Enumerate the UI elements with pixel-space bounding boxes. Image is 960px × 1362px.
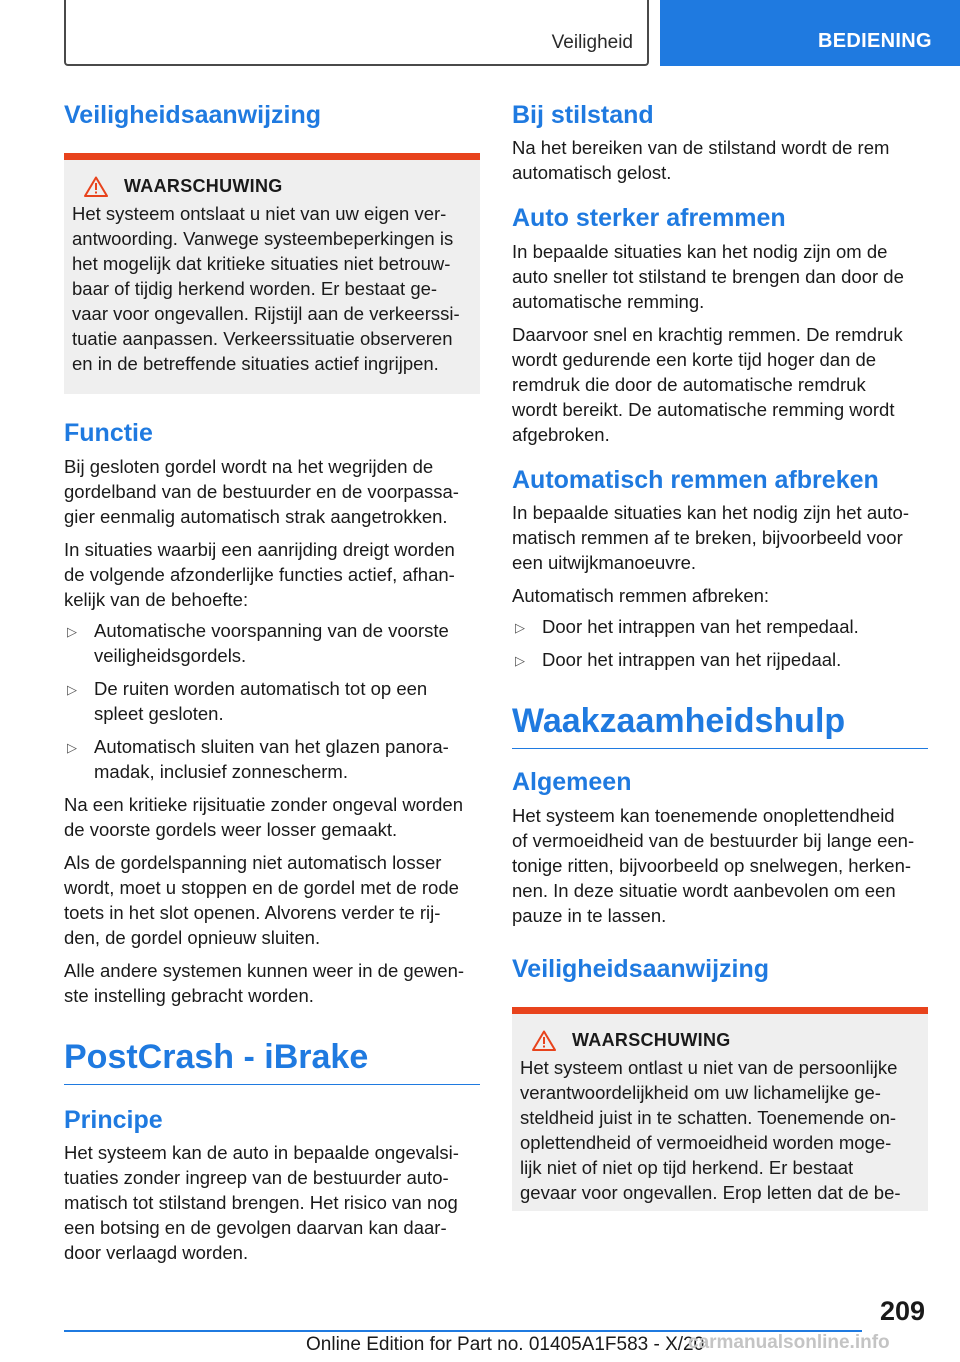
line: madak, inclusief zonnescherm. xyxy=(94,760,348,782)
warning-title xyxy=(84,176,472,197)
heading-stilstand: Bij stilstand xyxy=(512,101,654,129)
line: Als de gordelspanning niet automatisch losser xyxy=(64,851,442,873)
triangle-bullet-icon: ▷ xyxy=(67,681,77,697)
left-column xyxy=(64,100,480,1265)
line: In bepaalde situaties kan het nodig zijn om de xyxy=(512,240,888,262)
line: Automatisch sluiten van het glazen panora- xyxy=(94,735,449,757)
line: gordelband van de bestuurder en de voorpassa- xyxy=(64,480,459,502)
line: steldheid juist in te schatten. Toenemende on- xyxy=(520,1106,897,1128)
heading-postcrash: PostCrash - iBrake xyxy=(64,1036,480,1086)
line: Automatische voorspanning van de voorste xyxy=(94,619,449,641)
line: toets in het slot openen. Alvorens verder te rij- xyxy=(64,901,441,923)
warning-text xyxy=(72,201,472,376)
line: De ruiten worden automatisch tot op een xyxy=(94,677,428,699)
line: tuatie aanpassen. Verkeerssituatie observeren xyxy=(72,328,453,350)
line: Bij gesloten gordel wordt na het wegrijden de xyxy=(64,455,434,477)
line: In bepaalde situaties kan het nodig zijn het auto- xyxy=(512,501,910,523)
warning-title xyxy=(532,1030,920,1051)
line: baar of tijdig herkend worden. Er bestaat ge- xyxy=(72,278,438,300)
triangle-bullet-icon: ▷ xyxy=(67,739,77,755)
warning-box xyxy=(64,153,480,394)
line: matisch remmen af te breken, bijvoorbeeld voor xyxy=(512,526,903,548)
line: oplettendheid of vermoeidheid worden moge- xyxy=(520,1131,892,1153)
chapter-tab[interactable]: BEDIENING xyxy=(660,0,960,66)
line: In situaties waarbij een aanrijding dreigt worden xyxy=(64,538,455,560)
heading-functie: Functie xyxy=(64,419,153,448)
line: ste instelling gebracht worden. xyxy=(64,984,314,1006)
line: remdruk die door de automatische remdruk xyxy=(512,373,866,395)
paragraph xyxy=(512,322,928,447)
line: Het systeem ontlast u niet van de persoonlijke xyxy=(520,1056,898,1078)
list-item xyxy=(64,676,480,726)
warning-text xyxy=(520,1055,920,1205)
line: vaar voor ongevallen. Rijstijl aan de verkeerssi- xyxy=(72,303,460,325)
heading-sterker: Auto sterker afremmen xyxy=(512,204,786,233)
paragraph xyxy=(64,1140,480,1265)
paragraph xyxy=(512,803,928,928)
line: tuaties zonder ingreep van de bestuurder auto- xyxy=(64,1167,449,1189)
triangle-bullet-icon: ▷ xyxy=(515,619,525,635)
paragraph xyxy=(64,850,480,950)
line: auto sneller tot stilstand te brengen dan door de xyxy=(512,265,904,287)
page-number: 209 xyxy=(880,1296,926,1326)
line: wordt gedurende een korte tijd hoger dan de xyxy=(512,348,877,370)
line: een uitwijkmanoeuvre. xyxy=(512,551,697,573)
paragraph: Automatisch remmen afbreken: xyxy=(512,584,770,606)
paragraph xyxy=(512,135,928,185)
line: pauze in te lassen. xyxy=(512,904,667,926)
line: Na een kritieke rijsituatie zonder ongeval worden xyxy=(64,793,463,815)
warning-title-text: WAARSCHUWING xyxy=(124,176,283,197)
line: een botsing en de gevolgen daarvan kan daar- xyxy=(64,1217,447,1239)
bullet-list xyxy=(64,618,480,784)
line: gier eenmalig automatisch strak aangetrokken. xyxy=(64,505,448,527)
line: door verlaagd worden. xyxy=(64,1242,249,1264)
heading-safety: Veiligheidsaanwijzing xyxy=(64,101,322,129)
list-item xyxy=(512,647,928,672)
line: het mogelijk dat kritieke situaties niet betrouw- xyxy=(72,253,451,275)
heading-afbreken: Automatisch remmen afbreken xyxy=(512,465,879,494)
line: de voorste gordels weer losser gemaakt. xyxy=(64,818,398,840)
warning-title-text: WAARSCHUWING xyxy=(572,1029,731,1050)
paragraph xyxy=(512,500,928,575)
line: Door het intrappen van het rijpedaal. xyxy=(542,648,842,670)
paragraph xyxy=(64,792,480,842)
section-title: Veiligheid xyxy=(551,32,633,53)
paragraph xyxy=(512,239,928,314)
list-item xyxy=(64,734,480,784)
line: kelijk van de behoefte: xyxy=(64,588,249,610)
heading-principe: Principe xyxy=(64,1106,163,1134)
line: automatische remming. xyxy=(512,290,705,312)
line: Daarvoor snel en krachtig remmen. De remdruk xyxy=(512,323,903,345)
line: en in de betreffende situaties actief ingrijpen. xyxy=(72,353,439,375)
line: de volgende afzonderlijke functies actief, afhan- xyxy=(64,563,455,585)
footer-edition: Online Edition for Part no. 01405A1F583 - X/20 xyxy=(306,1334,705,1355)
right-column xyxy=(512,100,928,1211)
line: matisch tot stilstand brengen. Het risico van nog xyxy=(64,1192,458,1214)
warning-box xyxy=(512,1007,928,1211)
line: Het systeem ontslaat u niet van uw eigen ver- xyxy=(72,203,447,225)
bullet-list xyxy=(512,614,928,672)
line: verantwoordelijkheid om uw lichamelijke ge- xyxy=(520,1081,881,1103)
heading-safety-2: Veiligheidsaanwijzing xyxy=(512,954,770,983)
warning-triangle-icon xyxy=(532,1030,556,1051)
line: wordt bereikt. De automatische remming wordt xyxy=(512,398,895,420)
line: Het systeem kan de auto in bepaalde ongevalsi- xyxy=(64,1142,459,1164)
line: spleet gesloten. xyxy=(94,702,224,724)
line: gevaar voor ongevallen. Erop letten dat de be- xyxy=(520,1181,901,1203)
line: Na het bereiken van de stilstand wordt de rem xyxy=(512,137,890,159)
line: tonige ritten, bijvoorbeeld op snelwegen, herken- xyxy=(512,854,912,876)
line: nen. In deze situatie wordt aanbevolen om een xyxy=(512,879,896,901)
list-item xyxy=(64,618,480,668)
paragraph xyxy=(64,958,480,1008)
header-frame xyxy=(64,0,649,66)
line: automatisch gelost. xyxy=(512,162,672,184)
line: Alle andere systemen kunnen weer in de gewen- xyxy=(64,959,465,981)
warning-triangle-icon xyxy=(84,176,108,197)
footer-watermark: carmanualsonline.info xyxy=(688,1332,890,1353)
paragraph xyxy=(64,454,480,529)
heading-algemeen: Algemeen xyxy=(512,768,632,797)
line: wordt, moet u stoppen en de gordel met de rode xyxy=(64,876,459,898)
line: afgebroken. xyxy=(512,423,610,445)
paragraph xyxy=(64,537,480,612)
line: Door het intrappen van het rempedaal. xyxy=(542,615,859,637)
line: den, de gordel opnieuw sluiten. xyxy=(64,926,321,948)
line: veiligheidsgordels. xyxy=(94,644,247,666)
triangle-bullet-icon: ▷ xyxy=(67,623,77,639)
line: of vermoeidheid van de bestuurder bij lange een- xyxy=(512,829,915,851)
line: lijk niet of niet op tijd herkend. Er bestaat xyxy=(520,1156,854,1178)
line: antwoording. Vanwege systeembeperkingen is xyxy=(72,228,454,250)
line: Het systeem kan toenemende onoplettendheid xyxy=(512,804,895,826)
triangle-bullet-icon: ▷ xyxy=(515,652,525,668)
heading-waakzaamheidshulp: Waakzaamheidshulp xyxy=(512,700,928,750)
list-item xyxy=(512,614,928,639)
